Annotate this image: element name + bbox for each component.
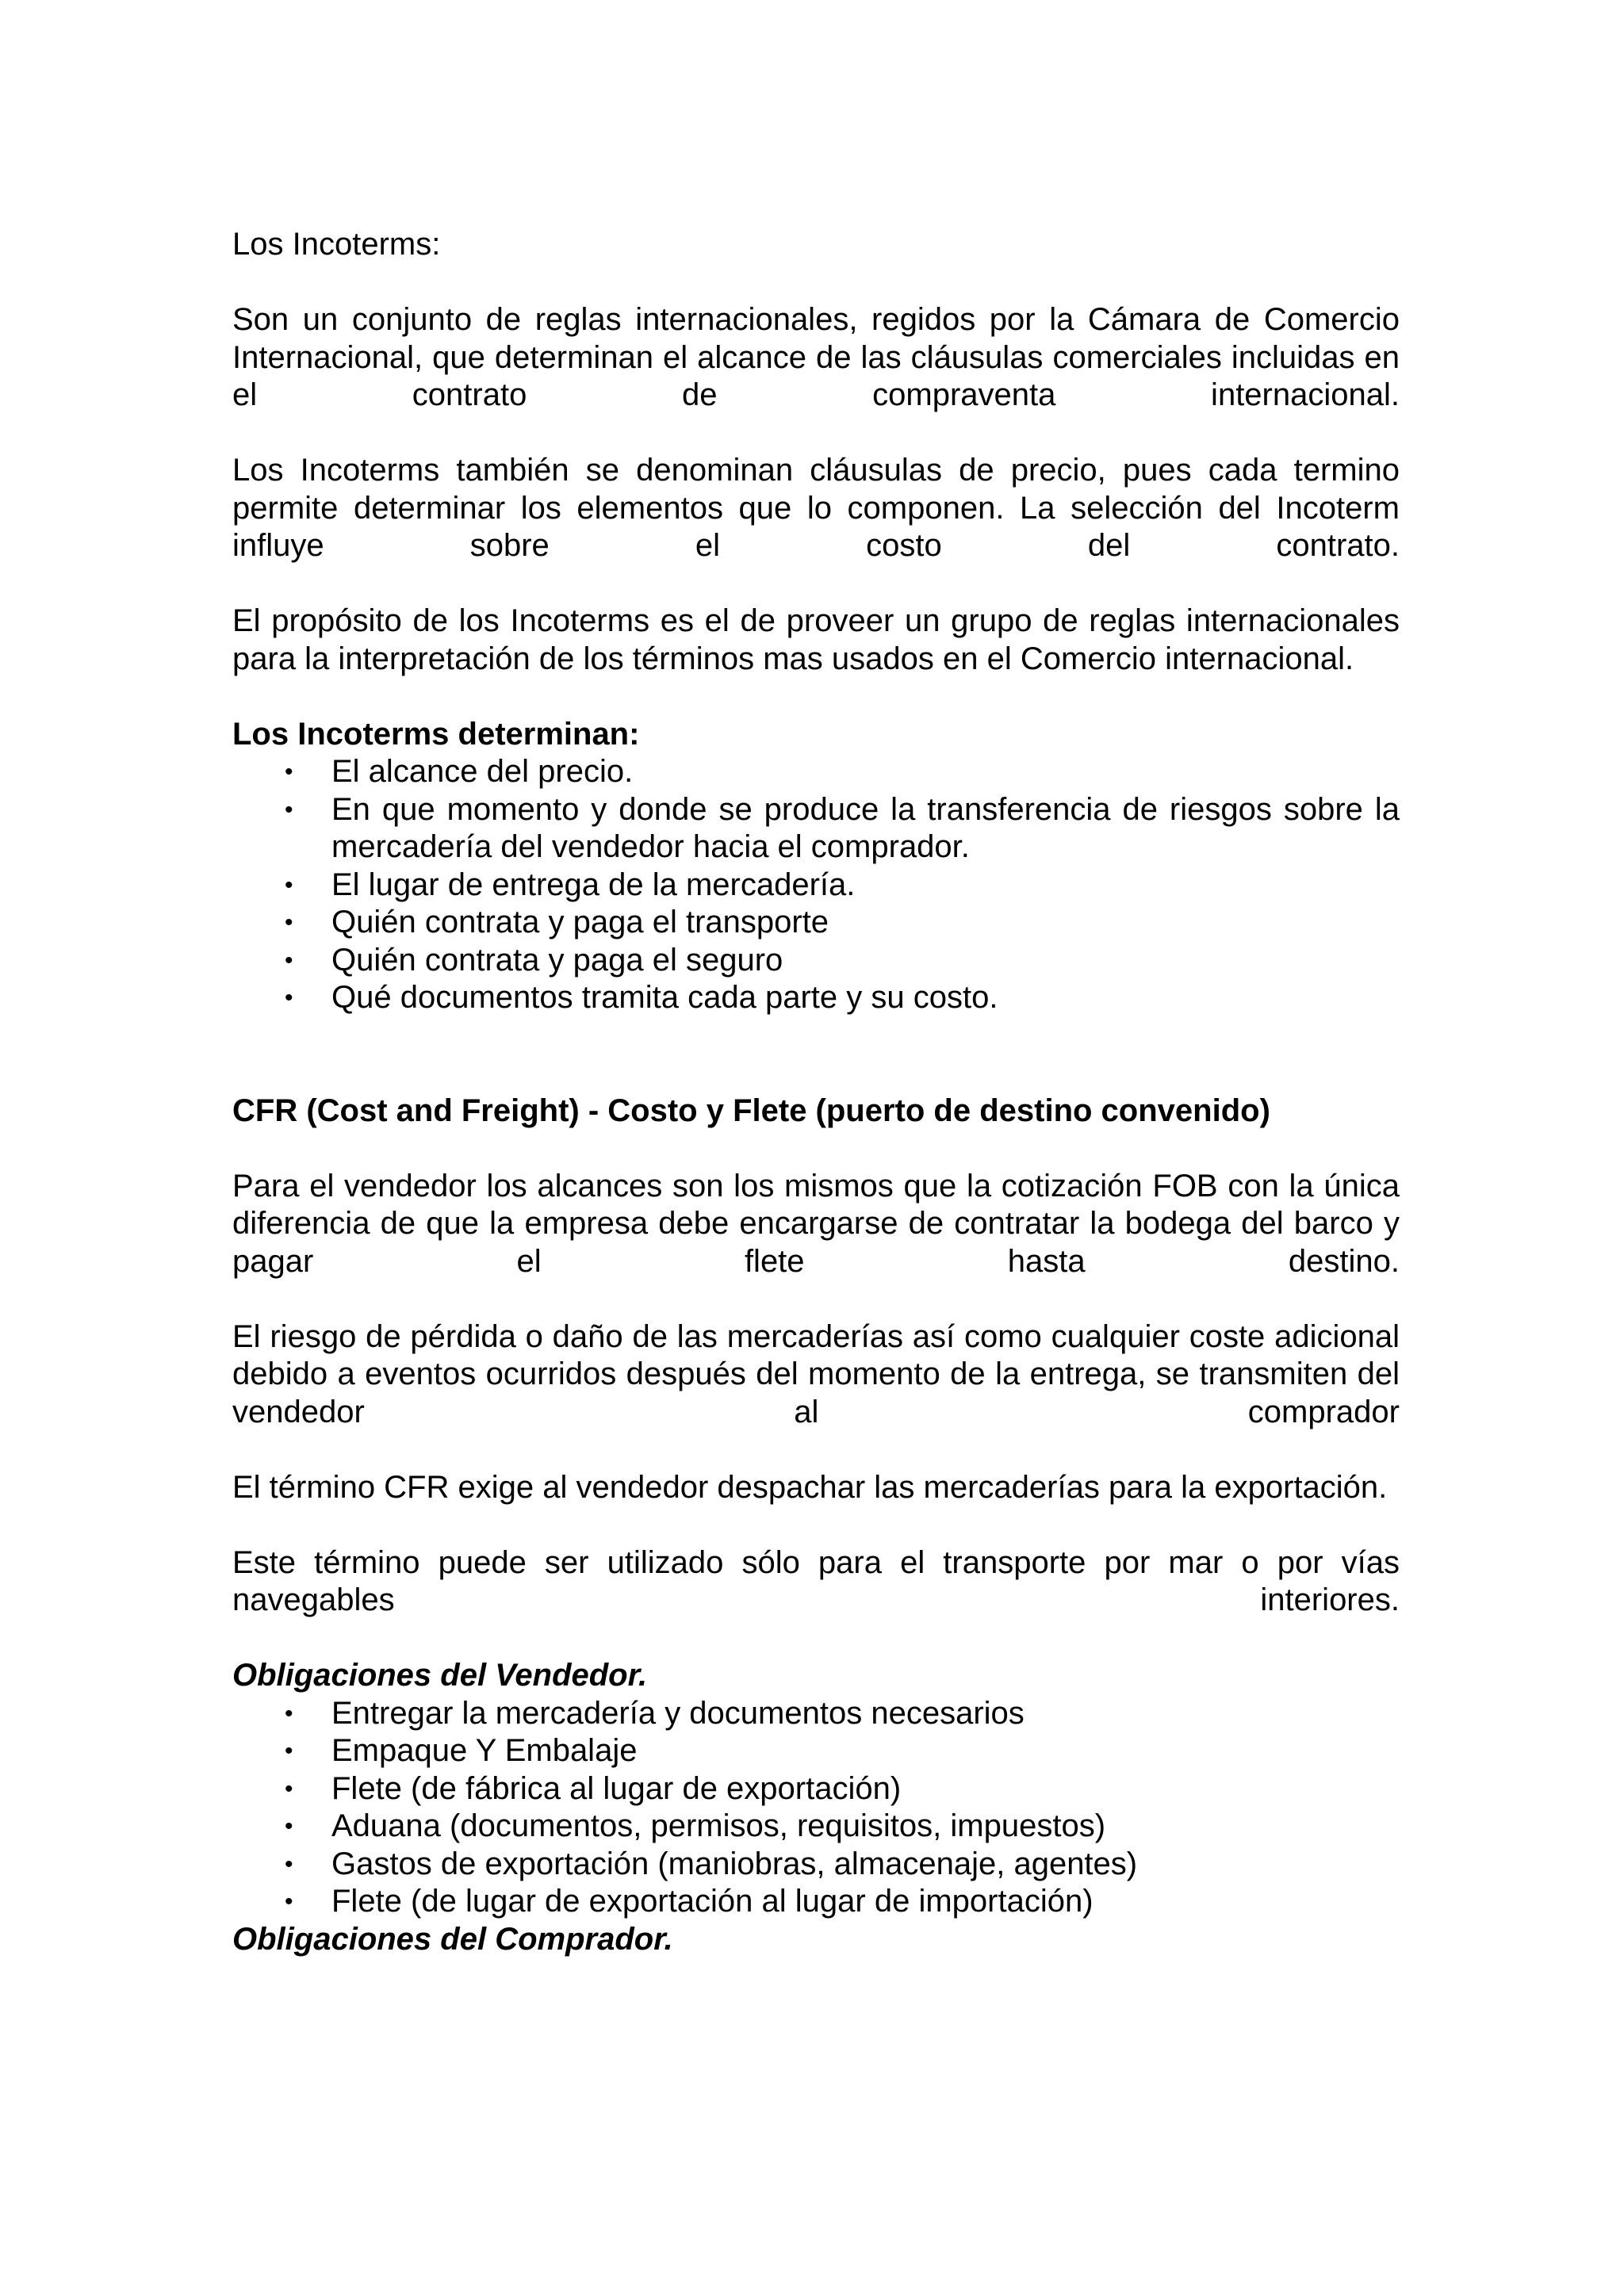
list-item: • El alcance del precio.: [232, 753, 1400, 791]
list-item: • En que momento y donde se produce la transferencia de riesgos sobre la mercadería del vendedor hacia el comprador.: [285, 791, 1400, 864]
paragraph-purpose: El propósito de los Incoterms es el de proveer un grupo de reglas internacionales para la interpretación de los términos mas usados en el Comercio internacional.: [232, 603, 1400, 676]
list-item: • Gastos de exportación (maniobras, almacenaje, agentes): [232, 1846, 1400, 1884]
list-item: • El lugar de entrega de la mercadería.: [232, 867, 1400, 905]
document-page: [232, 226, 1400, 1958]
bullet-icon: •: [285, 947, 293, 974]
bullet-icon: •: [285, 909, 293, 936]
bullet-icon: •: [285, 985, 293, 1011]
bullet-icon: •: [285, 796, 293, 823]
vendedor-list: [232, 1695, 1400, 1921]
bullet-icon: •: [285, 1888, 293, 1915]
bullet-icon: •: [285, 1775, 293, 1802]
page-title: Los Incoterms:: [232, 227, 441, 262]
list-item: • Entregar la mercadería y documentos necesarios: [232, 1695, 1400, 1733]
list-item: • Quién contrata y paga el transporte: [232, 904, 1400, 942]
bullet-icon: •: [285, 759, 293, 785]
list-item: • Quién contrata y paga el seguro: [232, 942, 1400, 980]
bullet-icon: •: [285, 1738, 293, 1764]
paragraph-cfr-risk: El riesgo de pérdida o daño de las mercaderías así como cualquier coste adicional debido a eventos ocurridos después del momento de la entrega, se transmiten del vendedor al comprador: [232, 1318, 1400, 1429]
vendedor-heading: Obligaciones del Vendedor.: [232, 1658, 648, 1693]
determinan-heading: Los Incoterms determinan:: [232, 716, 640, 752]
list-item: • Empaque Y Embalaje: [232, 1732, 1400, 1770]
paragraph-cfr-transport: Este término puede ser utilizado sólo para el transporte por mar o por vías navegables interiores.: [232, 1544, 1400, 1617]
paragraph-cfr-export: El término CFR exige al vendedor despachar las mercaderías para la exportación.: [232, 1469, 1388, 1505]
cfr-heading: CFR (Cost and Freight) - Costo y Flete (puerto de destino convenido): [232, 1093, 1270, 1128]
bullet-icon: •: [285, 871, 293, 898]
paragraph-price-clauses: Los Incoterms también se denominan cláusulas de precio, pues cada termino permite determinar los elementos que lo componen. La selección del Incoterm influye sobre el costo del contrato.: [232, 453, 1400, 563]
list-item: • Qué documentos tramita cada parte y su costo.: [232, 979, 1400, 1017]
paragraph-definition: Son un conjunto de reglas internacionales, regidos por la Cámara de Comercio Internacional, que determinan el alcance de las cláusulas comerciales incluidas en el contrato de compraventa internacional.: [232, 302, 1400, 412]
list-item: • Flete (de fábrica al lugar de exportación): [232, 1770, 1400, 1808]
determinan-list: [232, 753, 1400, 1017]
paragraph-cfr-scope: Para el vendedor los alcances son los mismos que la cotización FOB con la única diferencia de que la empresa debe encargarse de contratar la bodega del barco y pagar el flete hasta destino.: [232, 1168, 1400, 1279]
list-item: • Flete (de lugar de exportación al lugar de importación): [232, 1883, 1400, 1921]
bullet-icon: •: [285, 1850, 293, 1877]
bullet-icon: •: [285, 1813, 293, 1839]
list-item: • Aduana (documentos, permisos, requisitos, impuestos): [232, 1808, 1400, 1846]
comprador-heading: Obligaciones del Comprador.: [232, 1921, 673, 1957]
bullet-icon: •: [285, 1700, 293, 1727]
